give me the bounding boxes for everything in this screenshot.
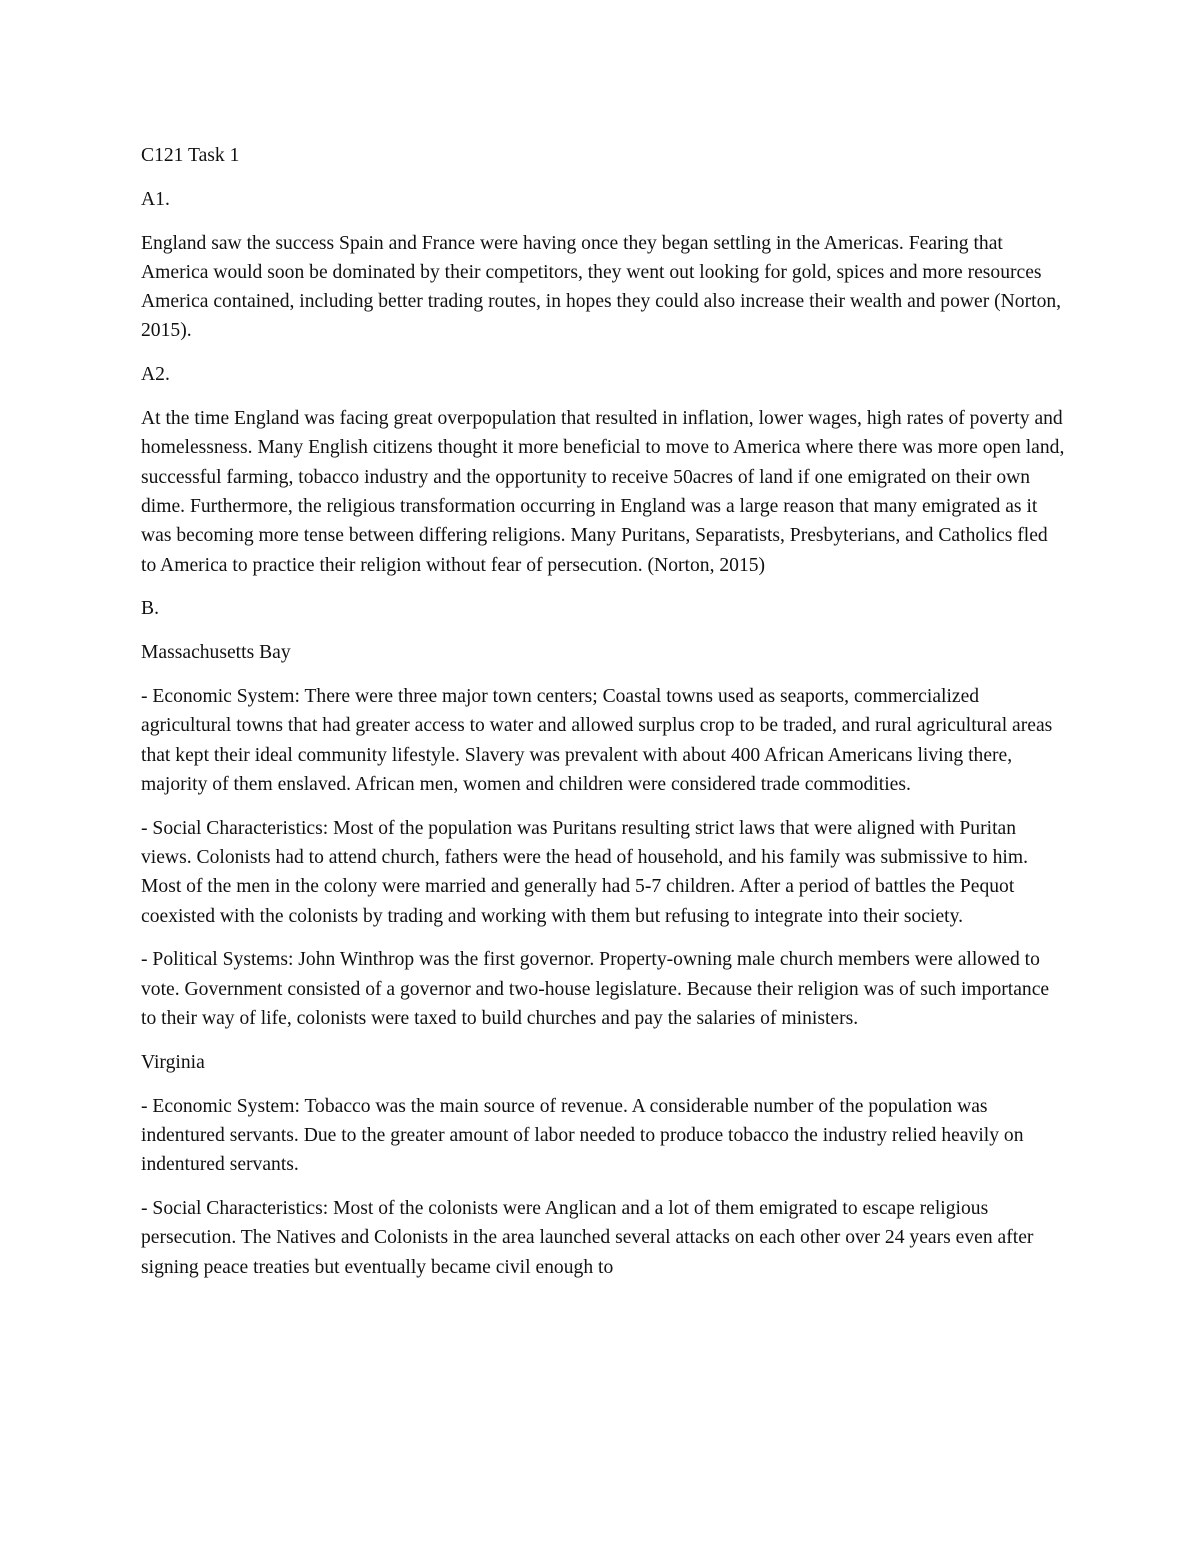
section-b-label: B. — [141, 598, 159, 620]
virginia-economic-paragraph: - Economic System: Tobacco was the main source of revenue. A considerable number of the population was indentured servants. Due to the greater amount of labor needed to produce tobacco the industry relied heavily on indentured servants. — [141, 1095, 1024, 1176]
colony-heading-massachusetts: Massachusetts Bay — [141, 642, 291, 664]
virginia-social-paragraph: - Social Characteristics: Most of the colonists were Anglican and a lot of them emigrated to escape religious persecution. The Natives and Colonists in the area launched several attacks on each other over 24 years even after signing peace treaties but eventually became civil enough to — [141, 1197, 1034, 1278]
section-a2-paragraph: At the time England was facing great overpopulation that resulted in inflation, lower wages, high rates of poverty and homelessness. Many English citizens thought it more beneficial to move to America where there was more open land, successful farming, tobacco industry and the opportunity to receive 50acres of land if one emigrated on their own dime. Furthermore, the religious transformation occurring in England was a large reason that many emigrated as it was becoming more tense between differing religions. Many Puritans, Separatists, Presbyterians, and Catholics fled to America to practice their religion without fear of persecution. (Norton, 2015) — [141, 408, 1065, 576]
massachusetts-economic-paragraph: - Economic System: There were three major town centers; Coastal towns used as seaports, commercialized agricultural towns that had greater access to water and allowed surplus crop to be traded, and rural agricultural areas that kept their ideal community lifestyle. Slavery was prevalent with about 400 African Americans living there, majority of them enslaved. African men, women and children were considered trade commodities. — [141, 685, 1053, 795]
document-body — [141, 141, 1066, 1296]
section-a1-paragraph: England saw the success Spain and France were having once they began settling in the Americas. Fearing that America would soon be dominated by their competitors, they went out looking for gold, spices and more resources America contained, including better trading routes, in hopes they could also increase their wealth and power (Norton, 2015). — [141, 232, 1062, 342]
section-a1-label: A1. — [141, 188, 170, 210]
document-title: C121 Task 1 — [141, 145, 240, 166]
section-a2-label: A2. — [141, 364, 170, 386]
colony-heading-virginia: Virginia — [141, 1051, 205, 1073]
massachusetts-political-paragraph: - Political Systems: John Winthrop was the first governor. Property-owning male church members were allowed to vote. Government consisted of a governor and two-house legislature. Because their religion was of such importance to their way of life, colonists were taxed to build churches and pay the salaries of ministers. — [141, 949, 1050, 1029]
massachusetts-social-paragraph: - Social Characteristics: Most of the population was Puritans resulting strict laws that were aligned with Puritan views. Colonists had to attend church, fathers were the head of household, and his family was submissive to him. Most of the men in the colony were married and generally had 5-7 children. After a period of battles the Pequot coexisted with the colonists by trading and working with them but refusing to integrate into their society. — [141, 817, 1028, 927]
